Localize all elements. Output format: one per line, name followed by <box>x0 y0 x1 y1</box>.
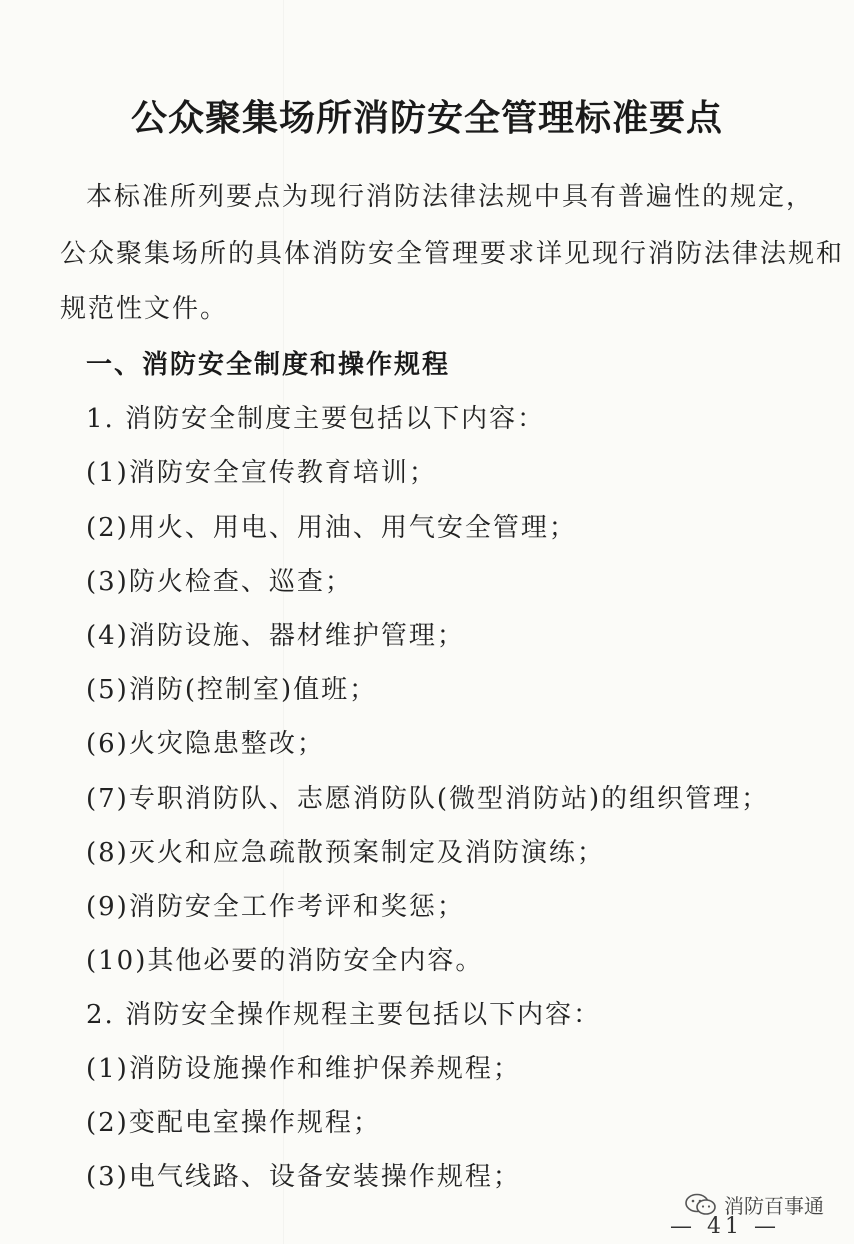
intro-line-2: 公众聚集场所的具体消防安全管理要求详见现行消防法律法规和 <box>60 239 845 269</box>
section-heading: 一、消防安全制度和操作规程 <box>86 350 451 380</box>
list-item: (1)消防设施操作和维护保养规程； <box>86 1054 521 1084</box>
page-number: — 41 — <box>670 1214 780 1239</box>
list-item: (3)防火检查、巡查； <box>86 567 353 597</box>
subsection-2-title: 2. 消防安全操作规程主要包括以下内容： <box>86 1000 602 1030</box>
list-item: (4)消防设施、器材维护管理； <box>86 621 465 651</box>
list-item: (7)专职消防队、志愿消防队(微型消防站)的组织管理； <box>86 784 770 814</box>
list-item: (6)火灾隐患整改； <box>86 729 325 759</box>
intro-line-1: 本标准所列要点为现行消防法律法规中具有普遍性的规定， <box>86 182 815 212</box>
document-title: 公众聚集场所消防安全管理标准要点 <box>130 98 723 139</box>
list-item: (3)电气线路、设备安装操作规程； <box>86 1162 521 1192</box>
list-item: (2)用火、用电、用油、用气安全管理； <box>86 513 577 543</box>
wechat-icon <box>684 1193 718 1217</box>
list-item: (8)灭火和应急疏散预案制定及消防演练； <box>86 838 605 868</box>
subsection-1-title: 1. 消防安全制度主要包括以下内容： <box>86 404 546 434</box>
list-item: (10)其他必要的消防安全内容。 <box>86 946 484 976</box>
list-item: (2)变配电室操作规程； <box>86 1108 381 1138</box>
list-item: (1)消防安全宣传教育培训； <box>86 458 437 488</box>
watermark-text: 消防百事通 <box>724 1194 824 1218</box>
intro-line-3: 规范性文件。 <box>60 294 229 324</box>
list-item: (9)消防安全工作考评和奖惩； <box>86 892 465 922</box>
list-item: (5)消防(控制室)值班； <box>86 675 378 705</box>
